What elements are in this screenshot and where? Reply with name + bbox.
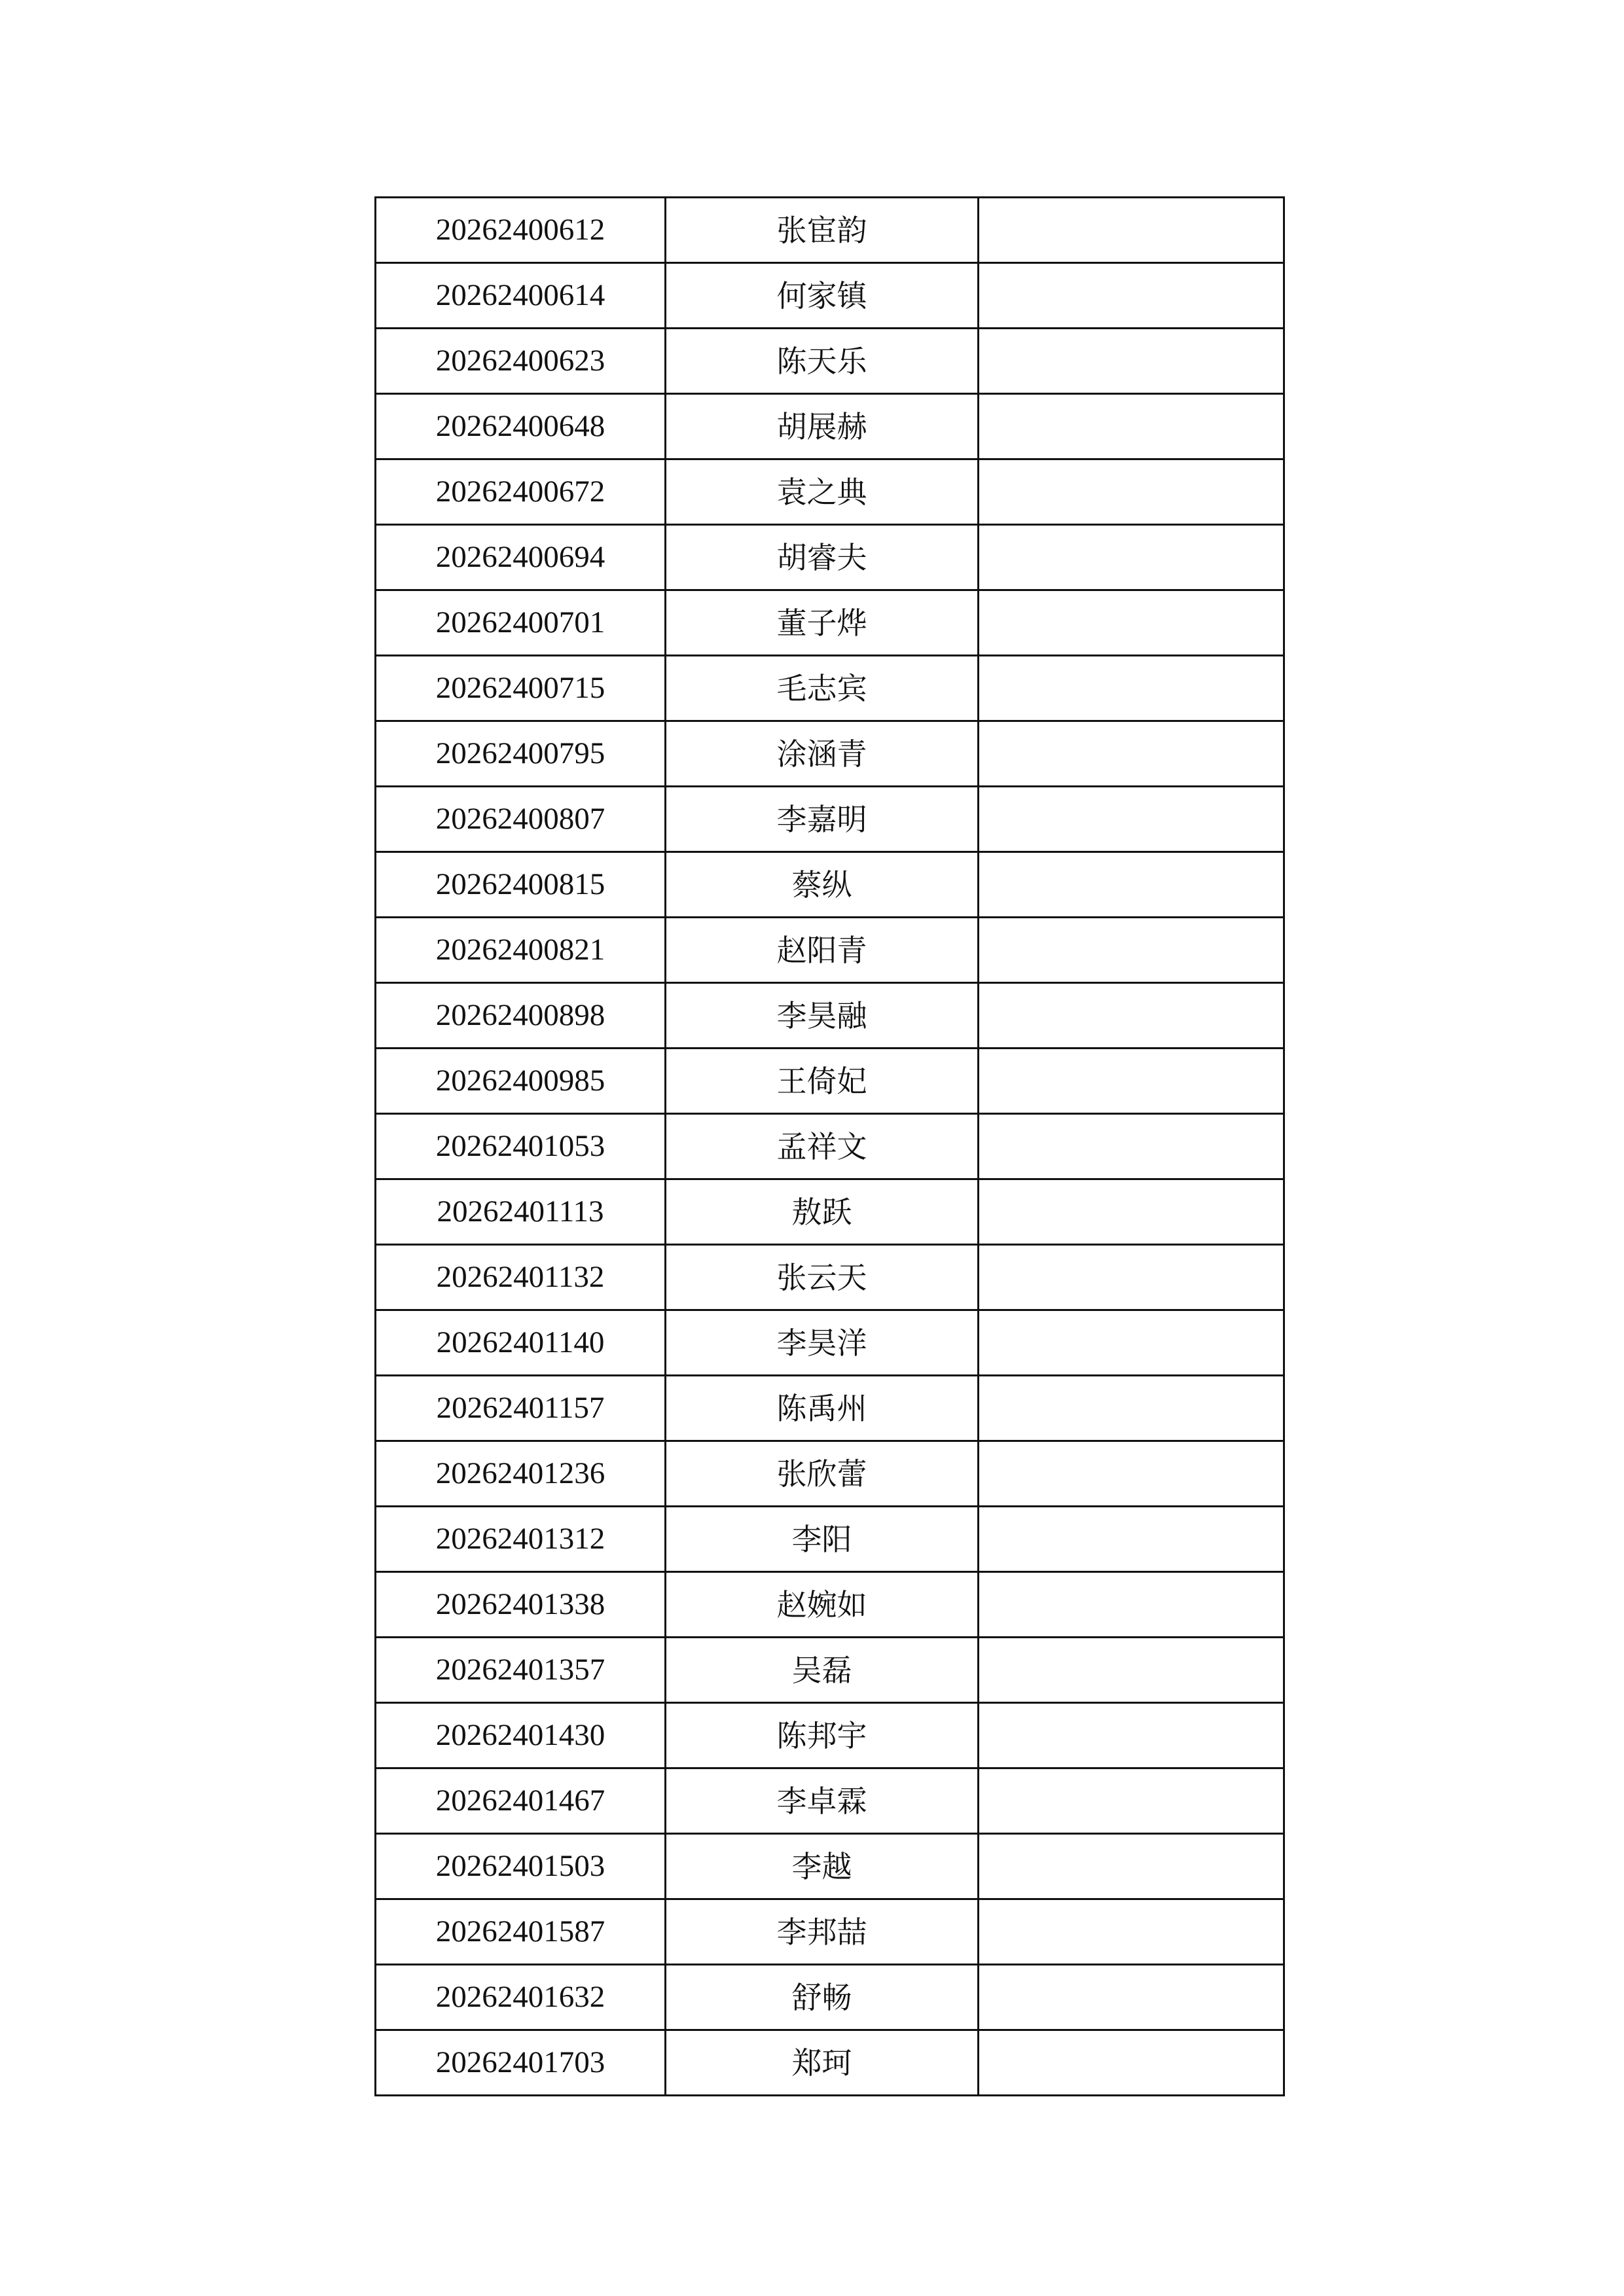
student-name-cell: 蔡纵	[666, 852, 979, 918]
student-id-cell: 20262401236	[376, 1441, 666, 1507]
student-name-cell: 敖跃	[666, 1179, 979, 1245]
table-row	[376, 394, 1284, 459]
student-name-cell: 李嘉明	[666, 787, 979, 852]
student-id-cell: 20262401587	[376, 1899, 666, 1965]
empty-remark-cell	[979, 198, 1284, 263]
empty-remark-cell	[979, 525, 1284, 590]
student-name-cell: 胡展赫	[666, 394, 979, 459]
empty-remark-cell	[979, 787, 1284, 852]
table-row	[376, 1768, 1284, 1834]
table-row	[376, 198, 1284, 263]
student-id-cell: 20262400985	[376, 1049, 666, 1114]
student-id-cell: 20262400807	[376, 787, 666, 852]
empty-remark-cell	[979, 852, 1284, 918]
student-name-cell: 李越	[666, 1834, 979, 1899]
student-name-cell: 何家镇	[666, 263, 979, 329]
student-name-cell: 陈天乐	[666, 329, 979, 394]
student-name-cell: 李昊融	[666, 983, 979, 1049]
table-row	[376, 1703, 1284, 1768]
table-row	[376, 1376, 1284, 1441]
empty-remark-cell	[979, 721, 1284, 787]
table-row	[376, 1049, 1284, 1114]
student-name-cell: 张云天	[666, 1245, 979, 1310]
roster-table-body	[376, 198, 1284, 2096]
table-row	[376, 1179, 1284, 1245]
student-id-cell: 20262400672	[376, 459, 666, 525]
empty-remark-cell	[979, 1834, 1284, 1899]
student-name-cell: 舒畅	[666, 1965, 979, 2030]
table-row	[376, 1834, 1284, 1899]
student-name-cell: 王倚妃	[666, 1049, 979, 1114]
student-name-cell: 张欣蕾	[666, 1441, 979, 1507]
empty-remark-cell	[979, 2030, 1284, 2096]
student-id-cell: 20262400898	[376, 983, 666, 1049]
empty-remark-cell	[979, 1310, 1284, 1376]
student-id-cell: 20262401503	[376, 1834, 666, 1899]
empty-remark-cell	[979, 1245, 1284, 1310]
empty-remark-cell	[979, 1441, 1284, 1507]
table-row	[376, 1965, 1284, 2030]
student-name-cell: 涂涵青	[666, 721, 979, 787]
student-id-cell: 20262400612	[376, 198, 666, 263]
student-name-cell: 赵阳青	[666, 918, 979, 983]
table-row	[376, 1638, 1284, 1703]
table-row	[376, 1310, 1284, 1376]
table-row	[376, 656, 1284, 721]
student-id-cell: 20262400815	[376, 852, 666, 918]
roster-table	[374, 196, 1285, 2096]
student-id-cell: 20262400715	[376, 656, 666, 721]
student-id-cell: 20262401467	[376, 1768, 666, 1834]
table-row	[376, 1441, 1284, 1507]
student-name-cell: 郑珂	[666, 2030, 979, 2096]
table-row	[376, 590, 1284, 656]
student-name-cell: 孟祥文	[666, 1114, 979, 1179]
empty-remark-cell	[979, 1376, 1284, 1441]
student-name-cell: 李卓霖	[666, 1768, 979, 1834]
student-name-cell: 董子烨	[666, 590, 979, 656]
student-id-cell: 20262400614	[376, 263, 666, 329]
table-row	[376, 1245, 1284, 1310]
student-name-cell: 胡睿夫	[666, 525, 979, 590]
table-row	[376, 1572, 1284, 1638]
student-id-cell: 20262400795	[376, 721, 666, 787]
student-id-cell: 20262401338	[376, 1572, 666, 1638]
empty-remark-cell	[979, 394, 1284, 459]
empty-remark-cell	[979, 1768, 1284, 1834]
empty-remark-cell	[979, 656, 1284, 721]
table-row	[376, 721, 1284, 787]
table-row	[376, 787, 1284, 852]
empty-remark-cell	[979, 1965, 1284, 2030]
empty-remark-cell	[979, 1049, 1284, 1114]
table-row	[376, 1899, 1284, 1965]
student-id-cell: 20262401632	[376, 1965, 666, 2030]
empty-remark-cell	[979, 1179, 1284, 1245]
empty-remark-cell	[979, 590, 1284, 656]
student-id-cell: 20262401312	[376, 1507, 666, 1572]
student-name-cell: 李昊洋	[666, 1310, 979, 1376]
table-row	[376, 1507, 1284, 1572]
empty-remark-cell	[979, 918, 1284, 983]
student-id-cell: 20262400623	[376, 329, 666, 394]
empty-remark-cell	[979, 1899, 1284, 1965]
table-row	[376, 329, 1284, 394]
table-row	[376, 918, 1284, 983]
student-id-cell: 20262401157	[376, 1376, 666, 1441]
student-id-cell: 20262401113	[376, 1179, 666, 1245]
table-row	[376, 263, 1284, 329]
student-id-cell: 20262400648	[376, 394, 666, 459]
table-row	[376, 2030, 1284, 2096]
student-name-cell: 李邦喆	[666, 1899, 979, 1965]
student-name-cell: 李阳	[666, 1507, 979, 1572]
student-id-cell: 20262400821	[376, 918, 666, 983]
student-id-cell: 20262401430	[376, 1703, 666, 1768]
empty-remark-cell	[979, 1703, 1284, 1768]
empty-remark-cell	[979, 1638, 1284, 1703]
student-name-cell: 毛志宾	[666, 656, 979, 721]
empty-remark-cell	[979, 263, 1284, 329]
student-name-cell: 陈禹州	[666, 1376, 979, 1441]
empty-remark-cell	[979, 1114, 1284, 1179]
table-row	[376, 525, 1284, 590]
empty-remark-cell	[979, 329, 1284, 394]
empty-remark-cell	[979, 983, 1284, 1049]
table-row	[376, 852, 1284, 918]
table-row	[376, 459, 1284, 525]
student-name-cell: 张宦韵	[666, 198, 979, 263]
student-name-cell: 赵婉如	[666, 1572, 979, 1638]
student-id-cell: 20262401703	[376, 2030, 666, 2096]
student-id-cell: 20262401357	[376, 1638, 666, 1703]
student-id-cell: 20262401053	[376, 1114, 666, 1179]
student-id-cell: 20262401140	[376, 1310, 666, 1376]
empty-remark-cell	[979, 1507, 1284, 1572]
empty-remark-cell	[979, 459, 1284, 525]
student-id-cell: 20262400694	[376, 525, 666, 590]
student-name-cell: 吴磊	[666, 1638, 979, 1703]
student-id-cell: 20262400701	[376, 590, 666, 656]
table-row	[376, 1114, 1284, 1179]
student-name-cell: 陈邦宇	[666, 1703, 979, 1768]
table-row	[376, 983, 1284, 1049]
student-name-cell: 袁之典	[666, 459, 979, 525]
student-id-cell: 20262401132	[376, 1245, 666, 1310]
empty-remark-cell	[979, 1572, 1284, 1638]
